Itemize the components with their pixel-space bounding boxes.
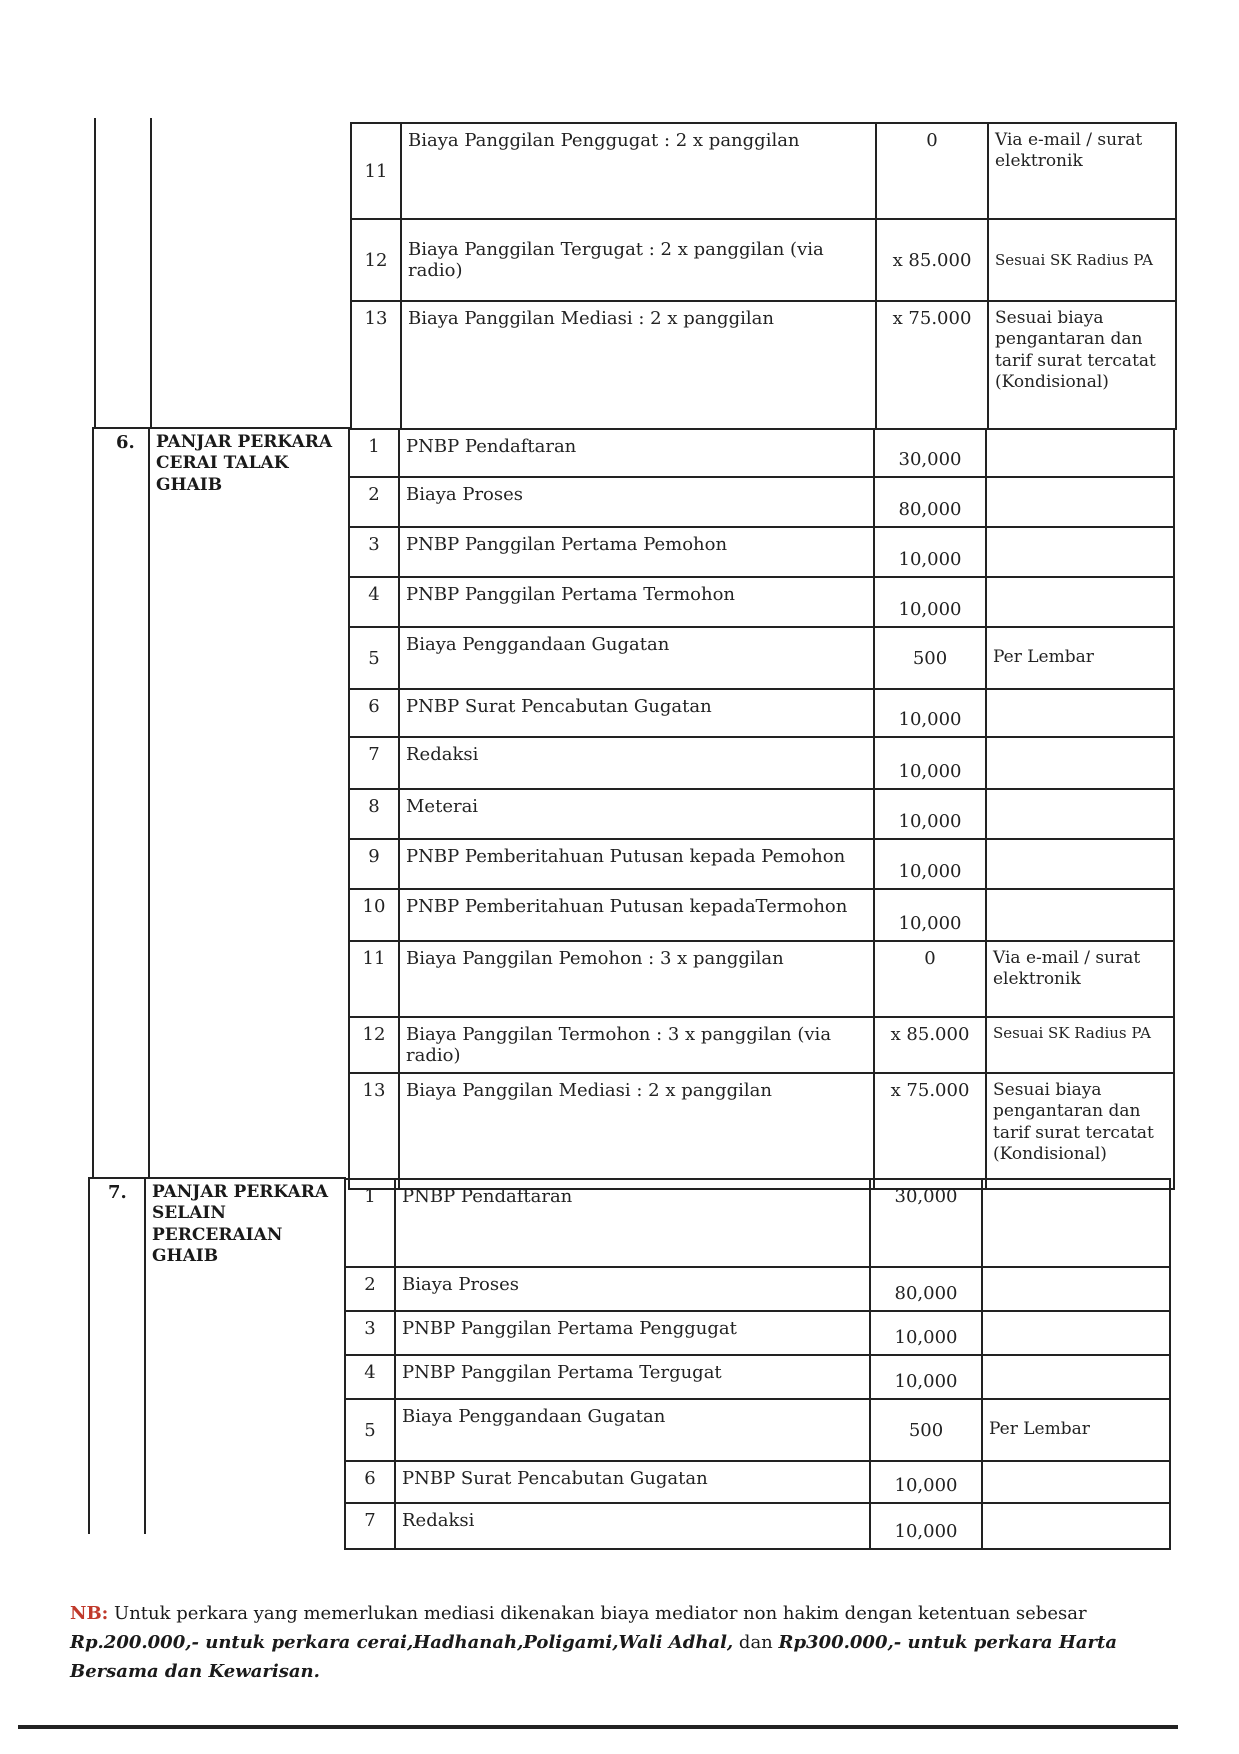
row-number: 4 [345, 1355, 395, 1399]
table-row [351, 219, 1176, 301]
row-number: 1 [345, 1179, 395, 1267]
row-number: 9 [349, 839, 399, 889]
table-row [349, 577, 1174, 627]
row-amount: x 75.000 [876, 301, 988, 429]
row-amount: 30,000 [874, 429, 986, 477]
row-amount: x 85.000 [876, 219, 988, 301]
row-number: 3 [345, 1311, 395, 1355]
table-row [349, 941, 1174, 1017]
table-row [345, 1503, 1170, 1549]
row-number: 7 [345, 1503, 395, 1549]
row-note [986, 789, 1174, 839]
row-note [986, 839, 1174, 889]
row-amount: 10,000 [870, 1503, 982, 1549]
row-number: 5 [349, 627, 399, 689]
row-note [982, 1179, 1170, 1267]
row-amount: 10,000 [870, 1311, 982, 1355]
table-row [349, 737, 1174, 789]
row-note [982, 1461, 1170, 1503]
row-amount: 10,000 [874, 737, 986, 789]
table-row [349, 527, 1174, 577]
row-number: 3 [349, 527, 399, 577]
row-item: PNBP Panggilan Pertama Termohon [399, 577, 874, 627]
row-number: 11 [349, 941, 399, 1017]
table-row [351, 301, 1176, 429]
number-col-border-top [150, 118, 152, 428]
row-amount: 10,000 [870, 1461, 982, 1503]
row-number: 4 [349, 577, 399, 627]
section-6-title: PANJAR PERKARA CERAI TALAK GHAIB [156, 432, 333, 495]
row-note: Via e-mail / surat elektronik [988, 123, 1176, 219]
table-row [349, 429, 1174, 477]
row-item: PNBP Panggilan Pertama Tergugat [395, 1355, 870, 1399]
table-row [349, 627, 1174, 689]
row-item: PNBP Panggilan Pertama Pemohon [399, 527, 874, 577]
row-note [986, 577, 1174, 627]
outer-left-border-top [94, 118, 96, 428]
row-item: Biaya Penggandaan Gugatan [399, 627, 874, 689]
table-row [345, 1267, 1170, 1311]
number-col-border-s6 [148, 428, 150, 1178]
row-note [986, 477, 1174, 527]
table-row [349, 1017, 1174, 1073]
row-item: PNBP Pendaftaran [399, 429, 874, 477]
table-row [345, 1311, 1170, 1355]
row-amount: x 85.000 [874, 1017, 986, 1073]
row-item: PNBP Surat Pencabutan Gugatan [395, 1461, 870, 1503]
footnote-label: NB: [70, 1603, 109, 1624]
row-item: Biaya Panggilan Tergugat : 2 x panggilan (via radio) [401, 219, 876, 301]
row-number: 12 [351, 219, 401, 301]
row-item: PNBP Pemberitahuan Putusan kepadaTermohon [399, 889, 874, 941]
table-row [349, 689, 1174, 737]
footnote-connector: dan [738, 1631, 773, 1653]
row-number: 2 [345, 1267, 395, 1311]
row-note: Sesuai SK Radius PA [986, 1017, 1174, 1073]
row-note [982, 1311, 1170, 1355]
row-number: 8 [349, 789, 399, 839]
row-note [986, 737, 1174, 789]
table-row [349, 1073, 1174, 1189]
row-number: 6 [349, 689, 399, 737]
row-amount: x 75.000 [874, 1073, 986, 1189]
footnote-amount-1: Rp.200.000,- untuk perkara cerai,Hadhanah,Poligami,Wali Adhal, [70, 1631, 734, 1653]
row-note [982, 1355, 1170, 1399]
row-amount: 10,000 [874, 689, 986, 737]
section-7-number: 7. [108, 1182, 127, 1203]
table-row [349, 789, 1174, 839]
row-amount: 500 [874, 627, 986, 689]
table-row [351, 123, 1176, 219]
fee-table-section-7 [344, 1178, 1171, 1550]
row-note: Per Lembar [986, 627, 1174, 689]
table-row [345, 1355, 1170, 1399]
row-note [986, 689, 1174, 737]
row-number: 11 [351, 123, 401, 219]
row-item: Redaksi [395, 1503, 870, 1549]
row-item: Biaya Panggilan Mediasi : 2 x panggilan [399, 1073, 874, 1189]
row-amount: 10,000 [874, 839, 986, 889]
table-row [349, 477, 1174, 527]
bottom-rule [18, 1725, 1178, 1729]
row-number: 13 [351, 301, 401, 429]
row-amount: 10,000 [874, 889, 986, 941]
row-note [982, 1503, 1170, 1549]
row-amount: 10,000 [874, 789, 986, 839]
section-6-top-border [92, 427, 350, 429]
row-amount: 10,000 [874, 527, 986, 577]
row-number: 1 [349, 429, 399, 477]
row-item: Biaya Panggilan Termohon : 3 x panggilan (via radio) [399, 1017, 874, 1073]
row-amount: 80,000 [870, 1267, 982, 1311]
fee-table-section-6 [348, 428, 1175, 1190]
row-amount: 30,000 [870, 1179, 982, 1267]
footnote-text: Untuk perkara yang memerlukan mediasi dikenakan biaya mediator non hakim dengan ketentuan sebesar [114, 1603, 1087, 1624]
number-col-border-s7 [144, 1178, 146, 1534]
row-note [986, 889, 1174, 941]
row-item: Biaya Proses [399, 477, 874, 527]
row-note: Sesuai biaya pengantaran dan tarif surat tercatat (Kondisional) [988, 301, 1176, 429]
row-note [986, 429, 1174, 477]
row-item: PNBP Surat Pencabutan Gugatan [399, 689, 874, 737]
row-item: Biaya Panggilan Mediasi : 2 x panggilan [401, 301, 876, 429]
table-row [345, 1399, 1170, 1461]
row-number: 2 [349, 477, 399, 527]
row-note [986, 527, 1174, 577]
row-item: Biaya Penggandaan Gugatan [395, 1399, 870, 1461]
row-number: 13 [349, 1073, 399, 1189]
row-number: 7 [349, 737, 399, 789]
row-amount: 500 [870, 1399, 982, 1461]
section-7-title: PANJAR PERKARA SELAIN PERCERAIAN GHAIB [152, 1182, 329, 1266]
row-item: PNBP Pemberitahuan Putusan kepada Pemohon [399, 839, 874, 889]
row-item: Biaya Panggilan Pemohon : 3 x panggilan [399, 941, 874, 1017]
table-row [349, 839, 1174, 889]
row-note: Sesuai biaya pengantaran dan tarif surat tercatat (Kondisional) [986, 1073, 1174, 1189]
row-item: Redaksi [399, 737, 874, 789]
row-note: Per Lembar [982, 1399, 1170, 1461]
row-amount: 0 [876, 123, 988, 219]
row-number: 12 [349, 1017, 399, 1073]
row-item: Biaya Proses [395, 1267, 870, 1311]
row-note [982, 1267, 1170, 1311]
row-note: Sesuai SK Radius PA [988, 219, 1176, 301]
row-amount: 0 [874, 941, 986, 1017]
fee-table-continuation [350, 122, 1177, 430]
outer-left-border-s6 [92, 428, 94, 1178]
footnote [70, 1600, 1160, 1686]
table-row [345, 1461, 1170, 1503]
outer-left-border-s7 [88, 1178, 90, 1534]
row-amount: 10,000 [870, 1355, 982, 1399]
row-amount: 80,000 [874, 477, 986, 527]
table-row [345, 1179, 1170, 1267]
row-item: PNBP Pendaftaran [395, 1179, 870, 1267]
row-number: 6 [345, 1461, 395, 1503]
row-note: Via e-mail / surat elektronik [986, 941, 1174, 1017]
row-item: Biaya Panggilan Penggugat : 2 x panggilan [401, 123, 876, 219]
row-amount: 10,000 [874, 577, 986, 627]
row-number: 10 [349, 889, 399, 941]
table-row [349, 889, 1174, 941]
row-item: PNBP Panggilan Pertama Penggugat [395, 1311, 870, 1355]
section-6-number: 6. [116, 432, 135, 453]
row-number: 5 [345, 1399, 395, 1461]
footnote-amount-2: Rp300.000,- untuk perkara Harta Bersama dan Kewarisan. [70, 1631, 1117, 1682]
section-7-top-border [88, 1177, 346, 1179]
row-item: Meterai [399, 789, 874, 839]
